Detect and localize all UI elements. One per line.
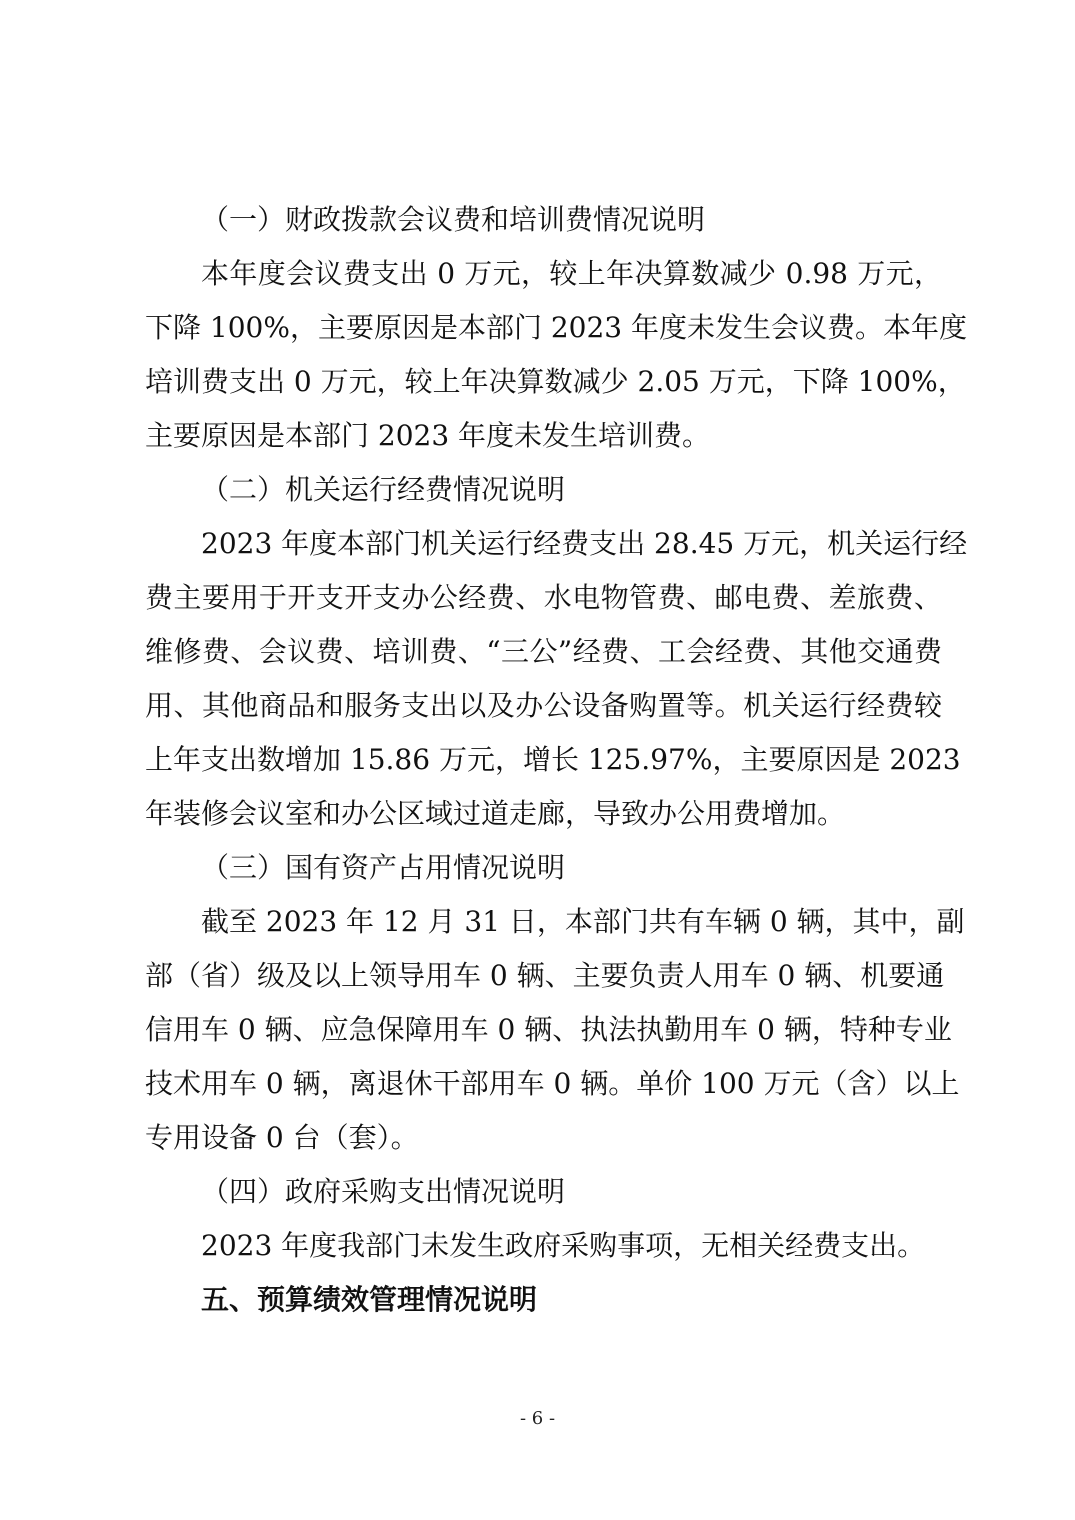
paragraph-line: 上年支出数增加 15.86 万元，增长 125.97%，主要原因是 2023 bbox=[145, 743, 961, 776]
paragraph-line: 用、其他商品和服务支出以及办公设备购置等。机关运行经费较 bbox=[145, 689, 942, 722]
paragraph-line: 培训费支出 0 万元，较上年决算数减少 2.05 万元，下降 100%， bbox=[145, 365, 966, 398]
document-body bbox=[145, 193, 968, 1327]
paragraph-line: 费主要用于开支开支办公经费、水电物管费、邮电费、差旅费、 bbox=[145, 581, 942, 614]
paragraph-line: 截至 2023 年 12 月 31 日，本部门共有车辆 0 辆，其中，副 bbox=[201, 905, 965, 938]
paragraph-line: 2023 年度本部门机关运行经费支出 28.45 万元，机关运行经 bbox=[201, 527, 968, 560]
paragraph-line: 本年度会议费支出 0 万元，较上年决算数减少 0.98 万元， bbox=[201, 257, 942, 290]
paragraph-line: 专用设备 0 台（套）。 bbox=[145, 1121, 419, 1154]
paragraph-line: 维修费、会议费、培训费、“三公”经费、工会经费、其他交通费 bbox=[145, 635, 942, 668]
paragraph-line: 主要原因是本部门 2023 年度未发生培训费。 bbox=[145, 419, 711, 452]
section-heading-performance-management: 五、预算绩效管理情况说明 bbox=[201, 1283, 538, 1316]
subheading-state-assets: （三）国有资产占用情况说明 bbox=[201, 851, 566, 884]
paragraph-line: 信用车 0 辆、应急保障用车 0 辆、执法执勤用车 0 辆，特种专业 bbox=[145, 1013, 952, 1046]
subheading-meeting-training-fees: （一）财政拨款会议费和培训费情况说明 bbox=[201, 203, 706, 236]
paragraph-line: 年装修会议室和办公区域过道走廊，导致办公用费增加。 bbox=[145, 797, 846, 830]
paragraph-line: 下降 100%，主要原因是本部门 2023 年度未发生会议费。本年度 bbox=[145, 311, 968, 344]
paragraph-line: 技术用车 0 辆，离退休干部用车 0 辆。单价 100 万元（含）以上 bbox=[145, 1067, 960, 1100]
paragraph-line: 部（省）级及以上领导用车 0 辆、主要负责人用车 0 辆、机要通 bbox=[145, 959, 945, 992]
subheading-government-procurement: （四）政府采购支出情况说明 bbox=[201, 1175, 566, 1208]
subheading-operating-expenses: （二）机关运行经费情况说明 bbox=[201, 473, 566, 506]
paragraph-line: 2023 年度我部门未发生政府采购事项，无相关经费支出。 bbox=[201, 1229, 926, 1262]
page-number: - 6 - bbox=[519, 1408, 556, 1429]
